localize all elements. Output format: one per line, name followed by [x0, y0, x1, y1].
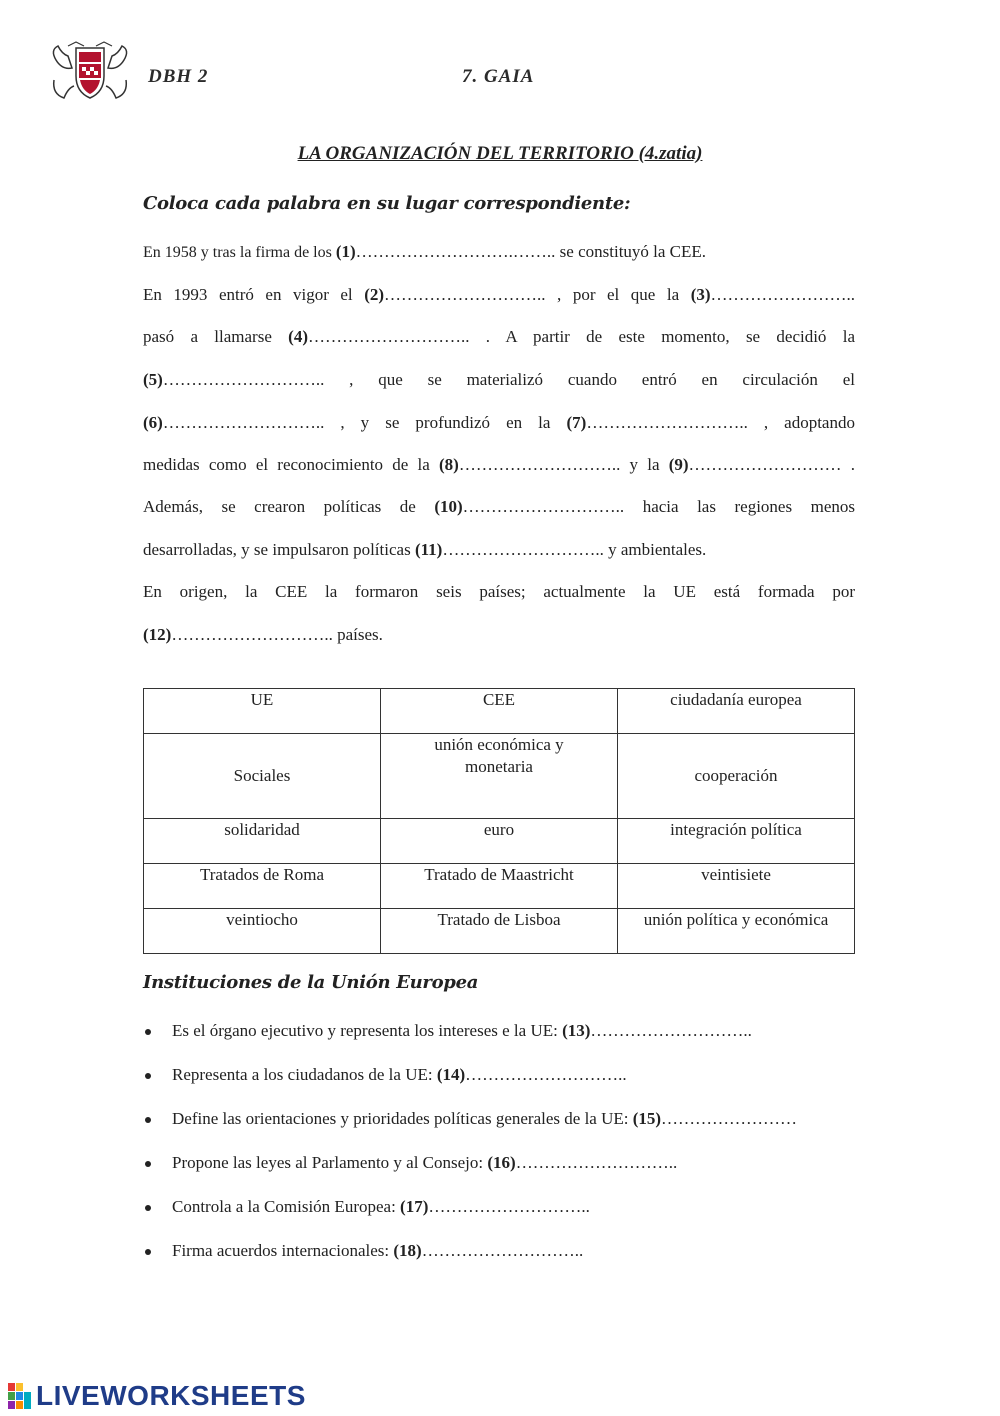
school-crest-logo — [48, 40, 132, 104]
gap-number-6: (6) — [143, 413, 163, 432]
gap-number-7: (7) — [566, 413, 587, 432]
gap-number-4: (4) — [288, 327, 308, 346]
table-row — [144, 909, 855, 954]
text-line-8 — [143, 539, 855, 561]
gap-number-9: (9) — [668, 455, 689, 474]
list-item — [143, 1021, 863, 1043]
text-segment: En 1958 y tras la firma de los — [143, 244, 336, 261]
gap-blank-11[interactable]: ……………………….. y ambientales. — [442, 540, 707, 559]
text-line-10 — [143, 624, 855, 646]
text-line-9 — [143, 581, 855, 603]
gap-number-10: (10) — [434, 497, 463, 516]
gap-blank-15[interactable]: …………………… — [661, 1109, 798, 1128]
gap-number-5: (5) — [143, 370, 163, 389]
text-segment: pasó a llamarse — [143, 327, 289, 346]
list-item — [143, 1241, 863, 1263]
gap-blank-13[interactable]: ……………………….. — [590, 1021, 752, 1040]
institutions-heading: Instituciones de la Unión Europea — [143, 972, 479, 993]
word-cell: cooperación — [618, 734, 855, 819]
gap-blank-7[interactable]: ……………………….. , adoptando — [586, 413, 855, 432]
word-cell: Tratado de Maastricht — [381, 864, 618, 909]
word-cell: veintisiete — [618, 864, 855, 909]
word-cell: Sociales — [144, 734, 381, 819]
gap-blank-4[interactable]: ……………………….. . A partir de este momento, se decidió la — [308, 327, 855, 346]
table-row — [144, 864, 855, 909]
text-line-4 — [143, 369, 855, 391]
gap-blank-17[interactable]: ……………………….. — [428, 1197, 590, 1216]
gap-number-13: (13) — [562, 1021, 591, 1040]
item-text: Es el órgano ejecutivo y representa los intereses e la UE: — [172, 1021, 563, 1040]
gap-blank-9[interactable]: ……………………… . — [688, 455, 855, 474]
bullet-icon — [145, 1205, 151, 1211]
item-text: Define las orientaciones y prioridades políticas generales de la UE: — [172, 1109, 633, 1128]
text-segment: desarrolladas, y se impulsaron políticas — [143, 540, 415, 559]
text-line-7 — [143, 496, 855, 518]
text-segment: En origen, la CEE la formaron seis países; actualmente la UE está formada por — [143, 582, 855, 601]
table-row — [144, 819, 855, 864]
text-line-6 — [143, 454, 855, 476]
text-segment: medidas como el reconocimiento de la — [143, 455, 439, 474]
word-line: unión económica y — [434, 735, 564, 754]
gap-number-3: (3) — [690, 285, 711, 304]
list-item-text — [172, 1065, 627, 1085]
gap-blank-8[interactable]: ……………………….. y la — [458, 455, 669, 474]
word-cell: unión política y económica — [618, 909, 855, 954]
list-item — [143, 1109, 863, 1131]
text-line-1 — [143, 241, 855, 264]
word-cell: Tratado de Lisboa — [381, 909, 618, 954]
gap-blank-5[interactable]: ……………………….. , que se materializó cuando entró en circulación el — [162, 370, 855, 389]
text-line-3 — [143, 326, 855, 348]
text-line-2 — [143, 284, 855, 306]
text-segment: Además, se crearon políticas de — [143, 497, 435, 516]
word-cell: integración política — [618, 819, 855, 864]
course-label: DBH 2 — [148, 66, 209, 87]
gap-blank-1[interactable]: ……………………….…….. se constituyó la CEE. — [355, 242, 707, 261]
word-line: monetaria — [465, 757, 533, 776]
item-text: Representa a los ciudadanos de la UE: — [172, 1065, 437, 1084]
word-cell: euro — [381, 819, 618, 864]
list-item — [143, 1197, 863, 1219]
bullet-icon — [145, 1117, 151, 1123]
bullet-icon — [145, 1073, 151, 1079]
word-cell: ciudadanía europea — [618, 689, 855, 734]
gap-blank-2[interactable]: ……………………….. , por el que la — [384, 285, 691, 304]
gap-blank-18[interactable]: ……………………….. — [421, 1241, 584, 1260]
bullet-icon — [145, 1249, 151, 1255]
liveworksheets-logo[interactable] — [8, 1380, 306, 1412]
word-cell: UE — [144, 689, 381, 734]
item-text: Controla a la Comisión Europea: — [172, 1197, 401, 1216]
text-segment: En 1993 entró en vigor el — [143, 285, 365, 304]
list-item — [143, 1153, 863, 1175]
unit-label: 7. GAIA — [462, 66, 535, 87]
gap-blank-16[interactable]: ……………………….. — [515, 1153, 678, 1172]
gap-blank-14[interactable]: ……………………….. — [465, 1065, 627, 1084]
brand-name: LIVEWORKSHEETS — [36, 1380, 306, 1411]
word-cell: CEE — [381, 689, 618, 734]
gap-number-1: (1) — [335, 242, 356, 261]
gap-blank-3[interactable]: …………………….. — [710, 285, 856, 304]
gap-number-8: (8) — [438, 455, 459, 474]
gap-number-2: (2) — [364, 285, 385, 304]
table-row — [144, 734, 855, 819]
list-item — [143, 1065, 863, 1087]
text-line-5 — [143, 412, 855, 434]
instruction: Coloca cada palabra en su lugar correspondiente: — [143, 193, 631, 214]
list-item-text — [172, 1241, 583, 1261]
page-title: LA ORGANIZACIÓN DEL TERRITORIO (4.zatia) — [297, 143, 703, 164]
gap-number-15: (15) — [632, 1109, 662, 1128]
word-bank-table — [143, 688, 855, 954]
gap-number-11: (11) — [414, 540, 443, 559]
word-cell-two-line — [381, 734, 618, 819]
list-item-text — [172, 1021, 752, 1041]
bullet-icon — [145, 1029, 151, 1035]
gap-blank-12[interactable]: ……………………….. países. — [171, 625, 383, 644]
list-item-text — [172, 1109, 797, 1129]
word-cell: Tratados de Roma — [144, 864, 381, 909]
gap-blank-10[interactable]: ……………………….. hacia las regiones menos — [462, 497, 855, 516]
gap-number-17: (17) — [400, 1197, 429, 1216]
gap-number-18: (18) — [393, 1241, 422, 1260]
item-text: Propone las leyes al Parlamento y al Consejo: — [172, 1153, 488, 1172]
word-cell: solidaridad — [144, 819, 381, 864]
brand-blocks-icon — [8, 1383, 32, 1409]
gap-number-12: (12) — [143, 625, 172, 644]
list-item-text — [172, 1197, 590, 1217]
list-item-text — [172, 1153, 677, 1173]
gap-number-14: (14) — [436, 1065, 466, 1084]
item-text: Firma acuerdos internacionales: — [172, 1241, 394, 1260]
gap-number-16: (16) — [487, 1153, 516, 1172]
word-cell: veintiocho — [144, 909, 381, 954]
bullet-icon — [145, 1161, 151, 1167]
gap-blank-6[interactable]: ……………………….. , y se profundizó en la — [162, 413, 567, 432]
